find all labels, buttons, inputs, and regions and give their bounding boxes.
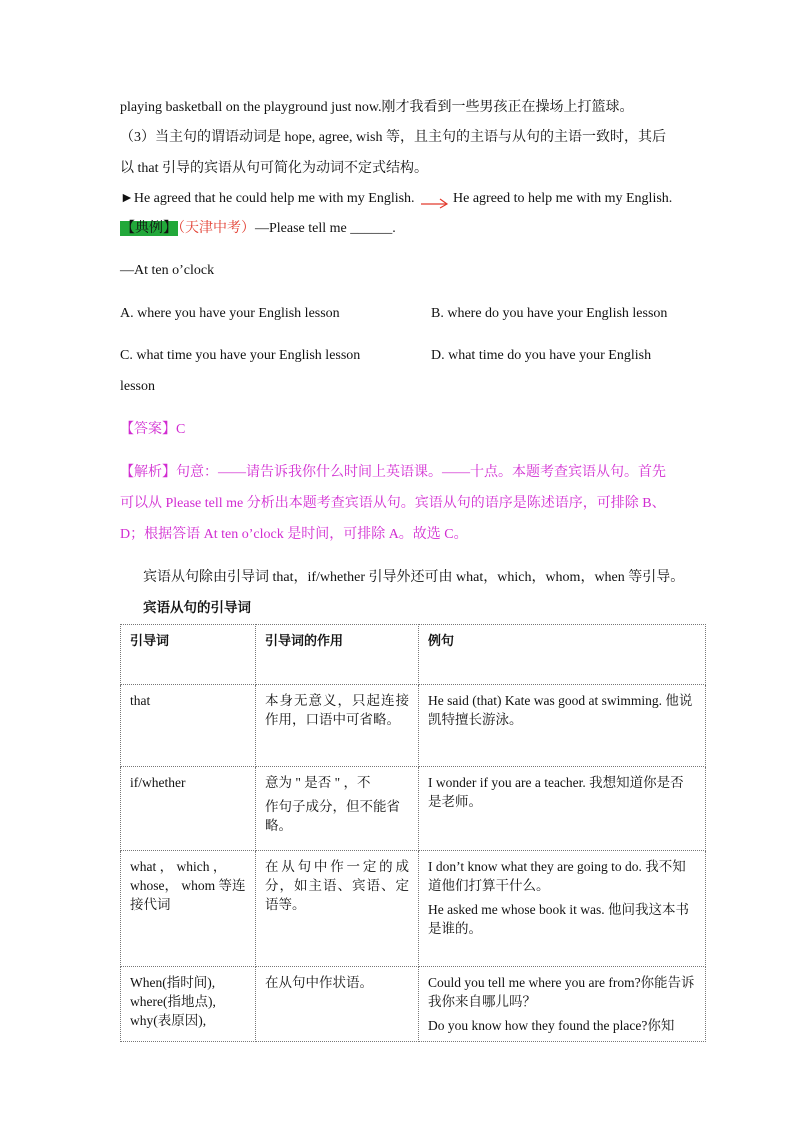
analysis-line-2: 可以从 Please tell me 分析出本题考查宾语从句。宾语从句的语序是陈述语序，可排除 B、 [120, 496, 666, 511]
question-source: （天津中考） [178, 221, 255, 236]
table-row [121, 767, 706, 851]
analysis-line-3: D；根据答语 At ten o’clock 是时间，可排除 A。故选 C。 [120, 527, 468, 542]
connector-role-line: 意为 " 是否 " ，不 [265, 775, 371, 790]
connector-role: 在从句中作一定的成分，如主语、宾语、定语等。 [256, 851, 419, 967]
table-row [121, 851, 706, 967]
connector-word: that [121, 685, 256, 767]
header-cell: 例句 [419, 625, 706, 685]
connector-table [120, 624, 706, 1042]
question-stem: —Please tell me ______. [255, 221, 396, 236]
text-line-1: playing basketball on the playground just now.刚才我看到一些男孩正在操场上打篮球。 [120, 100, 634, 115]
connector-word: When(指时间), where(指地点), why(表原因), [121, 967, 256, 1042]
question-stem-line [120, 218, 396, 240]
example-sentence: I wonder if you are a teacher. 我想知道你是否是老师。 [419, 767, 706, 851]
connector-word: what ， which ， whose， whom 等连接代词 [121, 851, 256, 967]
table-row [121, 685, 706, 767]
example-sentences [419, 967, 706, 1042]
question-reply: —At ten o’clock [120, 263, 215, 278]
rule-3-line-a: （3）当主句的谓语动词是 hope, agree, wish 等，且主句的主语与从句的主语一致时，其后 [120, 130, 666, 145]
intro-paragraph: 宾语从句除由引导词 that，if/whether 引导外还可由 what，which，whom，when 等引导。 [143, 570, 685, 585]
table-row [121, 967, 706, 1042]
table-title: 宾语从句的引导词 [143, 600, 251, 616]
connector-role: 在从句中作状语。 [256, 967, 419, 1042]
connector-word: if/whether [121, 767, 256, 851]
example-tag: 【典例】 [121, 221, 177, 236]
example-sentence: Could you tell me where you are from?你能告诉我你来自哪儿吗？ [428, 975, 695, 1009]
answer-label: 【答案】C [120, 422, 186, 437]
example-sentence-simplified: He agreed to help me with my English. [453, 191, 673, 206]
table-header-row [121, 625, 706, 685]
header-cell: 引导词 [121, 625, 256, 685]
option-b: B. where do you have your English lesson [431, 306, 668, 321]
example-sentence: He asked me whose book it was. 他问我这本书是谁的。 [428, 902, 689, 936]
option-d-continued: lesson [120, 379, 155, 394]
red-arrow-icon [419, 195, 451, 209]
option-a: A. where you have your English lesson [120, 306, 340, 321]
connector-role: 本身无意义，只起连接作用，口语中可省略。 [256, 685, 419, 767]
option-d: D. what time do you have your English [431, 348, 652, 363]
example-sentence: Do you know how they found the place?你知 [428, 1018, 675, 1033]
example-sentence: He said (that) Kate was good at swimming. 他说凯特擅长游泳。 [419, 685, 706, 767]
analysis-line-1: 【解析】句意：——请告诉我你什么时间上英语课。——十点。本题考查宾语从句。首先 [120, 465, 666, 480]
example-sentence-original: ►He agreed that he could help me with my English. [120, 191, 415, 206]
example-sentence: I don’t know what they are going to do. 我不知道他们打算干什么。 [428, 859, 686, 893]
example-sentences [419, 851, 706, 967]
header-cell: 引导词的作用 [256, 625, 419, 685]
connector-role-line: 作句子成分，但不能省略。 [265, 799, 400, 833]
rule-3-line-b: 以 that 引导的宾语从句可简化为动词不定式结构。 [120, 161, 428, 176]
connector-role [256, 767, 419, 851]
option-c: C. what time you have your English lesson [120, 348, 361, 363]
